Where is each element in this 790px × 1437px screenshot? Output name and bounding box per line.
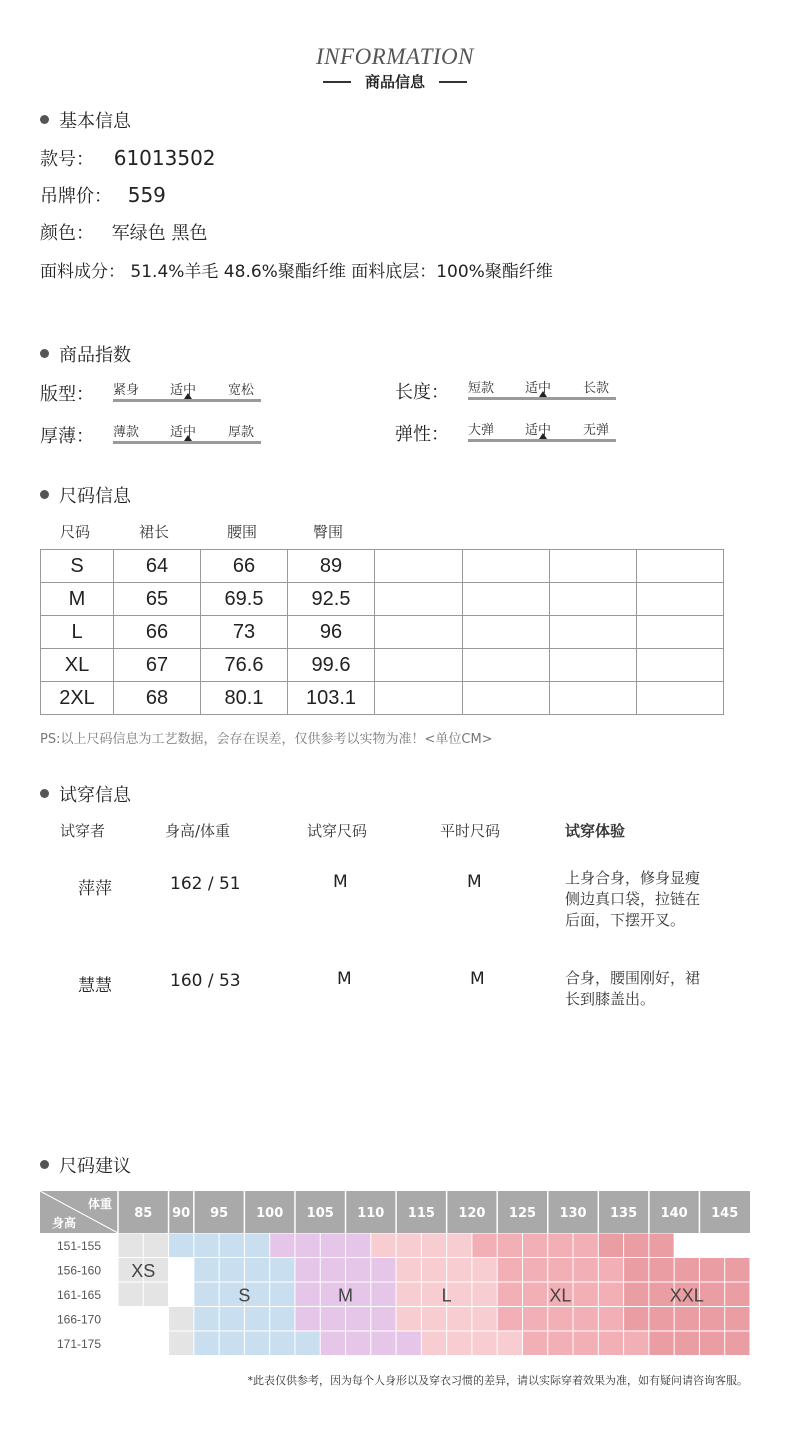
height-tick: 156-160 [56, 1263, 102, 1278]
tryon-usual-size: M [467, 872, 482, 892]
grid-cell [220, 1258, 244, 1282]
grid-cell [397, 1258, 421, 1282]
index-option: 厚款 [228, 425, 255, 440]
grid-cell [725, 1258, 749, 1282]
index-track [113, 399, 261, 402]
grid-cell [422, 1332, 446, 1356]
weight-tick: 110 [357, 1206, 385, 1221]
section-title: 基本信息 [59, 111, 131, 132]
size-region-label: XXL [669, 1285, 704, 1306]
size-region-label: XL [549, 1285, 572, 1306]
table-cell: 64 [114, 550, 201, 583]
section-title: 试穿信息 [59, 785, 131, 806]
grid-cell [472, 1258, 496, 1282]
grid-cell [624, 1332, 648, 1356]
index-option: 薄款 [113, 425, 140, 440]
grid-cell [169, 1307, 193, 1331]
grid-cell [194, 1258, 218, 1282]
weight-tick: 100 [256, 1206, 284, 1221]
price-row [40, 182, 166, 208]
table-cell [375, 616, 463, 649]
index-label: 长度： [395, 382, 449, 403]
index-option: 适中 [170, 383, 197, 398]
grid-cell [472, 1332, 496, 1356]
weight-tick: 95 [210, 1206, 229, 1221]
grid-cell [649, 1332, 673, 1356]
table-cell: 80.1 [201, 682, 288, 715]
grid-cell [498, 1258, 522, 1282]
table-cell [375, 550, 463, 583]
grid-cell [624, 1307, 648, 1331]
grid-cell [194, 1234, 218, 1258]
grid-cell [725, 1307, 749, 1331]
grid-cell [371, 1258, 395, 1282]
index-option: 宽松 [228, 383, 255, 398]
grid-cell [523, 1332, 547, 1356]
index-option: 适中 [525, 381, 552, 396]
index-marker-icon [539, 433, 547, 439]
tryon-header-usual-size: 平时尺码 [440, 822, 501, 840]
table-cell: S [41, 550, 114, 583]
table-cell [375, 682, 463, 715]
section-size-recommend [40, 1152, 131, 1178]
color-row [40, 219, 207, 245]
grid-cell [649, 1258, 673, 1282]
table-cell: 69.5 [201, 583, 288, 616]
grid-cell [498, 1234, 522, 1258]
bullet-icon [40, 490, 49, 499]
grid-cell [548, 1258, 572, 1282]
grid-cell [599, 1283, 623, 1307]
grid-cell [574, 1332, 598, 1356]
size-note: PS:以上尺码信息为工艺数据，会存在误差，仅供参考以实物为准！<单位CM> [40, 732, 493, 747]
grid-cell [523, 1258, 547, 1282]
grid-cell [472, 1307, 496, 1331]
weight-tick: 125 [508, 1206, 537, 1221]
grid-cell [295, 1332, 319, 1356]
size-region-label: M [338, 1285, 354, 1306]
grid-cell [599, 1307, 623, 1331]
table-cell: L [41, 616, 114, 649]
bullet-icon [40, 1160, 49, 1169]
grid-cell [321, 1332, 345, 1356]
table-cell [550, 616, 637, 649]
table-cell [637, 583, 724, 616]
grid-cell [119, 1234, 143, 1258]
tryon-name: 萍萍 [78, 879, 112, 899]
table-cell: 68 [114, 682, 201, 715]
table-cell: XL [41, 649, 114, 682]
grid-cell [397, 1332, 421, 1356]
section-title: 尺码信息 [59, 486, 131, 507]
grid-cell [472, 1234, 496, 1258]
grid-cell [169, 1234, 193, 1258]
grid-cell [245, 1332, 269, 1356]
size-header-length: 裙长 [139, 523, 170, 541]
grid-cell [270, 1307, 294, 1331]
index-option: 紧身 [113, 383, 140, 398]
height-tick: 171-175 [56, 1337, 102, 1351]
grid-cell [523, 1234, 547, 1258]
grid-cell [270, 1258, 294, 1282]
grid-cell [548, 1234, 572, 1258]
grid-cell [346, 1307, 370, 1331]
corner-weight-label: 体重 [87, 1197, 112, 1211]
header-title-en: INFORMATION [316, 44, 474, 69]
grid-cell [447, 1332, 471, 1356]
grid-cell [371, 1332, 395, 1356]
index-option: 大弹 [468, 423, 495, 438]
section-title: 商品指数 [59, 345, 131, 366]
table-cell [637, 649, 724, 682]
index-option: 无弹 [583, 423, 610, 438]
section-product-index [40, 341, 131, 367]
table-cell [463, 649, 550, 682]
grid-cell [371, 1234, 395, 1258]
table-cell [637, 682, 724, 715]
index-marker-icon [184, 393, 192, 399]
grid-cell [624, 1234, 648, 1258]
table-cell [463, 583, 550, 616]
grid-cell [447, 1234, 471, 1258]
grid-cell [220, 1234, 244, 1258]
tryon-header-try-size: 试穿尺码 [307, 822, 368, 840]
tryon-experience [565, 968, 700, 1010]
tryon-header-person: 试穿者 [60, 822, 106, 840]
table-cell [637, 550, 724, 583]
grid-cell [599, 1258, 623, 1282]
grid-cell [574, 1283, 598, 1307]
grid-cell [447, 1258, 471, 1282]
table-cell: 103.1 [288, 682, 375, 715]
grid-cell [498, 1283, 522, 1307]
grid-cell [397, 1283, 421, 1307]
weight-tick: 140 [660, 1206, 688, 1221]
tryon-try-size: M [333, 872, 348, 892]
index-marker-icon [184, 435, 192, 441]
weight-tick: 135 [610, 1206, 638, 1221]
tryon-height-weight: 162 / 51 [170, 874, 241, 894]
grid-cell [220, 1307, 244, 1331]
table-row [41, 649, 724, 682]
height-tick: 166-170 [56, 1312, 102, 1327]
grid-cell [498, 1332, 522, 1356]
table-cell [463, 682, 550, 715]
corner-height-label: 身高 [52, 1216, 77, 1230]
grid-cell [295, 1258, 319, 1282]
tryon-experience [565, 868, 700, 931]
grid-cell [194, 1307, 218, 1331]
table-row [41, 583, 724, 616]
grid-cell [574, 1307, 598, 1331]
weight-tick: 105 [306, 1206, 334, 1221]
table-cell: 99.6 [288, 649, 375, 682]
table-cell [637, 616, 724, 649]
height-tick: 161-165 [56, 1288, 102, 1302]
price-label: 吊牌价： [40, 186, 112, 207]
grid-cell [321, 1258, 345, 1282]
section-title: 尺码建议 [59, 1156, 131, 1177]
tryon-experience-line: 长到膝盖出。 [565, 990, 656, 1008]
grid-cell [194, 1332, 218, 1356]
table-cell: 92.5 [288, 583, 375, 616]
table-cell: 73 [201, 616, 288, 649]
index-marker-icon [539, 391, 547, 397]
table-row [41, 550, 724, 583]
grid-cell [725, 1283, 749, 1307]
table-cell [550, 550, 637, 583]
grid-cell [472, 1283, 496, 1307]
section-size-info [40, 482, 131, 508]
index-label: 厚薄： [40, 426, 94, 447]
grid-cell [295, 1234, 319, 1258]
table-cell [463, 550, 550, 583]
grid-cell [574, 1234, 598, 1258]
grid-cell [245, 1234, 269, 1258]
grid-cell [346, 1234, 370, 1258]
table-cell: 67 [114, 649, 201, 682]
index-label: 弹性： [395, 424, 449, 445]
section-basic-info [40, 107, 131, 133]
tryon-height-weight: 160 / 53 [170, 971, 241, 991]
height-tick: 151-155 [56, 1239, 102, 1253]
tryon-name: 慧慧 [78, 976, 112, 996]
index-track [113, 441, 261, 444]
header-title-cn: 商品信息 [364, 73, 425, 91]
grid-cell [270, 1332, 294, 1356]
color-label: 颜色： [40, 223, 94, 244]
grid-cell [422, 1307, 446, 1331]
weight-tick: 145 [711, 1206, 739, 1221]
grid-cell [321, 1307, 345, 1331]
table-cell: 66 [201, 550, 288, 583]
fabric-row: 面料成分： 51.4%羊毛 48.6%聚酯纤维 面料底层：100%聚酯纤维 [40, 262, 553, 282]
size-header-hip: 臀围 [313, 523, 344, 541]
table-cell [550, 682, 637, 715]
weight-tick: 120 [458, 1206, 486, 1221]
grid-cell [144, 1234, 168, 1258]
grid-cell [447, 1307, 471, 1331]
weight-tick: 115 [407, 1206, 435, 1221]
grid-cell [599, 1234, 623, 1258]
grid-cell [548, 1307, 572, 1331]
grid-cell [194, 1283, 218, 1307]
grid-cell [700, 1258, 724, 1282]
table-cell [550, 583, 637, 616]
tryon-experience-line: 后面，下摆开叉。 [565, 911, 686, 929]
index-option: 适中 [170, 425, 197, 440]
grid-cell [321, 1234, 345, 1258]
recommend-note: *此表仅供参考，因为每个人身形以及穿衣习惯的差异，请以实际穿着效果为准，如有疑问请咨询客服。 [247, 1374, 748, 1387]
grid-cell [523, 1307, 547, 1331]
grid-cell [220, 1332, 244, 1356]
size-header-waist: 腰围 [227, 523, 258, 541]
grid-cell [346, 1332, 370, 1356]
table-cell [463, 616, 550, 649]
grid-cell [498, 1307, 522, 1331]
table-cell: 2XL [41, 682, 114, 715]
index-option: 适中 [525, 423, 552, 438]
tryon-usual-size: M [470, 969, 485, 989]
index-track [468, 397, 616, 400]
table-cell [375, 583, 463, 616]
grid-cell [371, 1283, 395, 1307]
grid-cell [700, 1307, 724, 1331]
grid-cell [700, 1332, 724, 1356]
size-header-size: 尺码 [60, 523, 91, 541]
table-cell [375, 649, 463, 682]
section-tryon-info [40, 781, 131, 807]
index-track [468, 439, 616, 442]
index-option: 短款 [468, 381, 495, 396]
grid-cell [270, 1234, 294, 1258]
table-cell: 89 [288, 550, 375, 583]
grid-cell [169, 1332, 193, 1356]
style-number-row [40, 145, 216, 171]
grid-cell [397, 1307, 421, 1331]
grid-cell [295, 1307, 319, 1331]
style-label: 款号： [40, 149, 94, 170]
index-option: 长款 [583, 381, 610, 396]
size-table [40, 549, 724, 715]
grid-cell [624, 1258, 648, 1282]
size-grid-svg [40, 1191, 750, 1364]
grid-cell [675, 1332, 699, 1356]
grid-cell [599, 1332, 623, 1356]
grid-cell [675, 1258, 699, 1282]
table-row [41, 682, 724, 715]
grid-cell [119, 1283, 143, 1307]
grid-cell [548, 1332, 572, 1356]
tryon-header-experience: 试穿体验 [565, 822, 626, 840]
size-region-label: L [441, 1285, 452, 1306]
color-value: 军绿色 黑色 [111, 223, 208, 244]
tryon-try-size: M [337, 969, 352, 989]
grid-cell [245, 1307, 269, 1331]
grid-cell [245, 1258, 269, 1282]
table-cell: 66 [114, 616, 201, 649]
size-region-label: XS [131, 1260, 156, 1281]
price-value: 559 [127, 183, 166, 207]
grid-cell [422, 1258, 446, 1282]
table-cell: 96 [288, 616, 375, 649]
tryon-experience-line: 上身合身，修身显瘦 [565, 869, 701, 887]
grid-cell [574, 1258, 598, 1282]
grid-cell [725, 1332, 749, 1356]
bullet-icon [40, 789, 49, 798]
table-cell: M [41, 583, 114, 616]
table-cell: 76.6 [201, 649, 288, 682]
grid-cell [346, 1258, 370, 1282]
bullet-icon [40, 349, 49, 358]
grid-cell [675, 1307, 699, 1331]
grid-cell [144, 1283, 168, 1307]
table-cell [550, 649, 637, 682]
grid-cell [422, 1234, 446, 1258]
index-label: 版型： [40, 384, 94, 405]
grid-cell [371, 1307, 395, 1331]
weight-tick: 85 [134, 1206, 153, 1221]
grid-cell [624, 1283, 648, 1307]
size-recommend-grid [40, 1191, 750, 1368]
bullet-icon [40, 115, 49, 124]
size-region-label: S [238, 1285, 251, 1306]
style-value: 61013502 [113, 146, 216, 170]
grid-cell [397, 1234, 421, 1258]
grid-cell [523, 1283, 547, 1307]
grid-cell [270, 1283, 294, 1307]
tryon-header-height-weight: 身高/体重 [165, 822, 231, 840]
grid-cell [649, 1234, 673, 1258]
grid-cell [649, 1307, 673, 1331]
weight-tick: 90 [172, 1206, 191, 1221]
tryon-experience-line: 合身，腰围刚好，裙 [565, 969, 701, 987]
grid-cell [295, 1283, 319, 1307]
tryon-experience-line: 侧边真口袋，拉链在 [565, 890, 701, 908]
table-row [41, 616, 724, 649]
table-cell: 65 [114, 583, 201, 616]
weight-tick: 130 [559, 1206, 587, 1221]
